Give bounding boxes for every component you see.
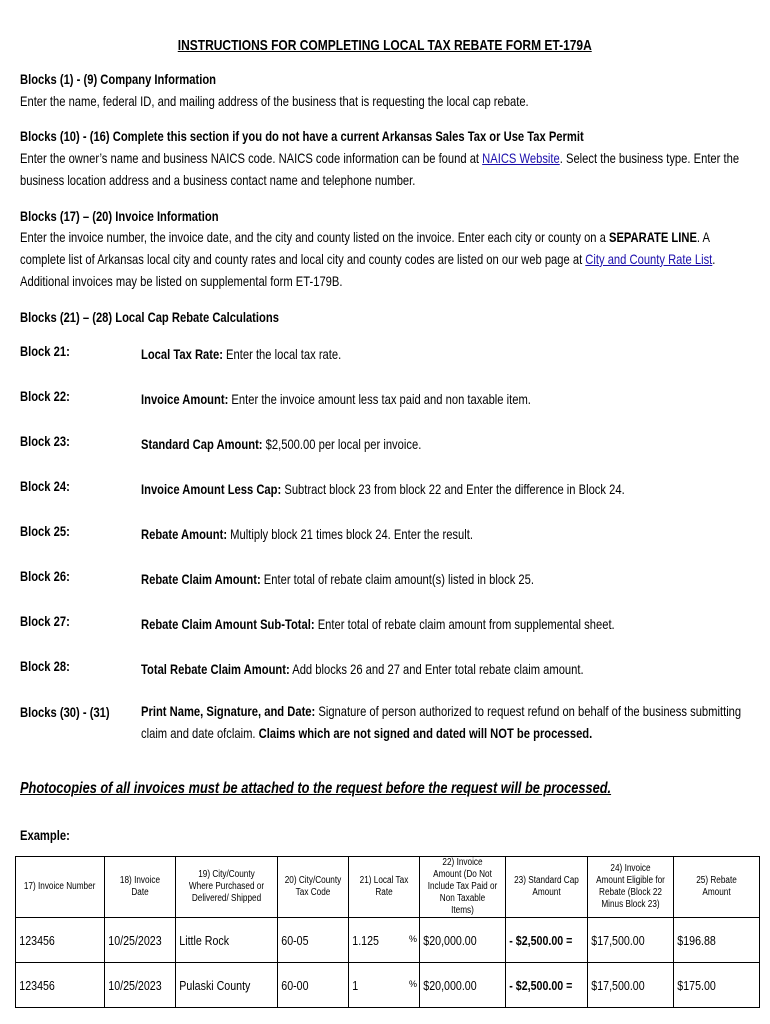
block-25-desc: Rebate Amount: Multiply block 21 times block 24. Enter the result. xyxy=(141,526,473,542)
header-local-tax-rate: 21) Local Tax Rate xyxy=(349,857,420,918)
cell-code: 60-05 xyxy=(278,918,349,963)
block-23-desc: Standard Cap Amount: $2,500.00 per local per invoice. xyxy=(141,436,422,452)
block-27-desc: Rebate Claim Amount Sub-Total: Enter total of rebate claim amount from supplemental sheet. xyxy=(141,616,615,632)
header-city-county: 19) City/County Where Purchased or Delivered/ Shipped xyxy=(176,857,278,918)
example-label: Example: xyxy=(20,827,70,843)
cell-code: 60-00 xyxy=(278,963,349,1008)
block-24-label: Block 24: xyxy=(20,478,70,494)
cell-invoice: 123456 xyxy=(16,918,105,963)
cell-rebate: $175.00 xyxy=(673,963,759,1008)
section-company-heading: Blocks (1) - (9) Company Information xyxy=(20,71,217,87)
table-header-row xyxy=(16,857,760,918)
section-invoice-text: Enter the invoice number, the invoice date, and the city and county listed on the invoice. Enter each city or county on a SEPARATE LINE. A complete list of Arkansas local city and county rates and local city and county codes are listed on our web page at City and County Rate List. Additional invoices may be listed on supplemental form ET-179B. xyxy=(20,229,716,289)
cell-amount: $20,000.00 xyxy=(420,963,506,1008)
cell-cap: - $2,500.00 = xyxy=(506,963,588,1008)
block-22-label: Block 22: xyxy=(20,388,70,404)
block-28-desc: Total Rebate Claim Amount: Add blocks 26 and 27 and Enter total rebate claim amount. xyxy=(141,661,584,677)
block-28-label: Block 28: xyxy=(20,658,70,674)
header-invoice-amount: 22) Invoice Amount (Do Not Include Tax Paid or Non Taxable Items) xyxy=(420,857,506,918)
city-county-rate-list-link[interactable]: City and County Rate List xyxy=(585,251,713,267)
cell-cap: - $2,500.00 = xyxy=(506,918,588,963)
cell-city: Little Rock xyxy=(176,918,278,963)
block-26-label: Block 26: xyxy=(20,568,70,584)
header-standard-cap: 23) Standard Cap Amount xyxy=(506,857,588,918)
naics-website-link[interactable]: NAICS Website xyxy=(482,150,560,166)
section-permit-text: Enter the owner’s name and business NAICS code. NAICS code information can be found at NAICS Website. Select the business type. Enter the business location address and a business contact name and telephone number. xyxy=(20,150,740,188)
section-invoice-heading: Blocks (17) – (20) Invoice Information xyxy=(20,208,219,224)
block-23-label: Block 23: xyxy=(20,433,70,449)
block-22-desc: Invoice Amount: Enter the invoice amount less tax paid and non taxable item. xyxy=(141,391,531,407)
cell-rebate: $196.88 xyxy=(673,918,759,963)
block-30-31-label: Blocks (30) - (31) xyxy=(20,704,110,720)
block-24-desc: Invoice Amount Less Cap: Subtract block 23 from block 22 and Enter the difference in Block 24. xyxy=(141,481,625,497)
cell-date: 10/25/2023 xyxy=(105,963,176,1008)
header-invoice-number: 17) Invoice Number xyxy=(16,857,105,918)
block-26-desc: Rebate Claim Amount: Enter total of rebate claim amount(s) listed in block 25. xyxy=(141,571,534,587)
section-calculations-heading: Blocks (21) – (28) Local Cap Rebate Calculations xyxy=(20,309,279,325)
section-permit-heading: Blocks (10) - (16) Complete this section if you do not have a current Arkansas Sales Tax or Use Tax Permit xyxy=(20,128,584,144)
cell-rate: 1 % xyxy=(349,963,420,1008)
cell-eligible: $17,500.00 xyxy=(587,918,673,963)
header-tax-code: 20) City/County Tax Code xyxy=(278,857,349,918)
page-title: INSTRUCTIONS FOR COMPLETING LOCAL TAX REBATE FORM ET-179A xyxy=(177,37,592,54)
photocopies-note: Photocopies of all invoices must be attached to the request before the request will be processed. xyxy=(20,780,612,797)
table-row xyxy=(16,963,760,1008)
block-30-31-desc: Print Name, Signature, and Date: Signature of person authorized to request refund on behalf of the business submitting claim and date ofclaim. Claims which are not signed and dated will NOT be processed. xyxy=(141,703,742,741)
section-company-text: Enter the name, federal ID, and mailing address of the business that is requesting the local cap rebate. xyxy=(20,93,529,109)
cell-invoice: 123456 xyxy=(16,963,105,1008)
header-eligible-amount: 24) Invoice Amount Eligible for Rebate (Block 22 Minus Block 23) xyxy=(587,857,673,918)
block-21-label: Block 21: xyxy=(20,343,70,359)
block-25-label: Block 25: xyxy=(20,523,70,539)
cell-rate: 1.125 % xyxy=(349,918,420,963)
block-27-label: Block 27: xyxy=(20,613,70,629)
table-row xyxy=(16,918,760,963)
example-table xyxy=(15,856,760,1008)
block-21-desc: Local Tax Rate: Enter the local tax rate. xyxy=(141,346,342,362)
cell-amount: $20,000.00 xyxy=(420,918,506,963)
header-invoice-date: 18) Invoice Date xyxy=(105,857,176,918)
header-rebate-amount: 25) Rebate Amount xyxy=(673,857,759,918)
cell-date: 10/25/2023 xyxy=(105,918,176,963)
cell-eligible: $17,500.00 xyxy=(587,963,673,1008)
cell-city: Pulaski County xyxy=(176,963,278,1008)
